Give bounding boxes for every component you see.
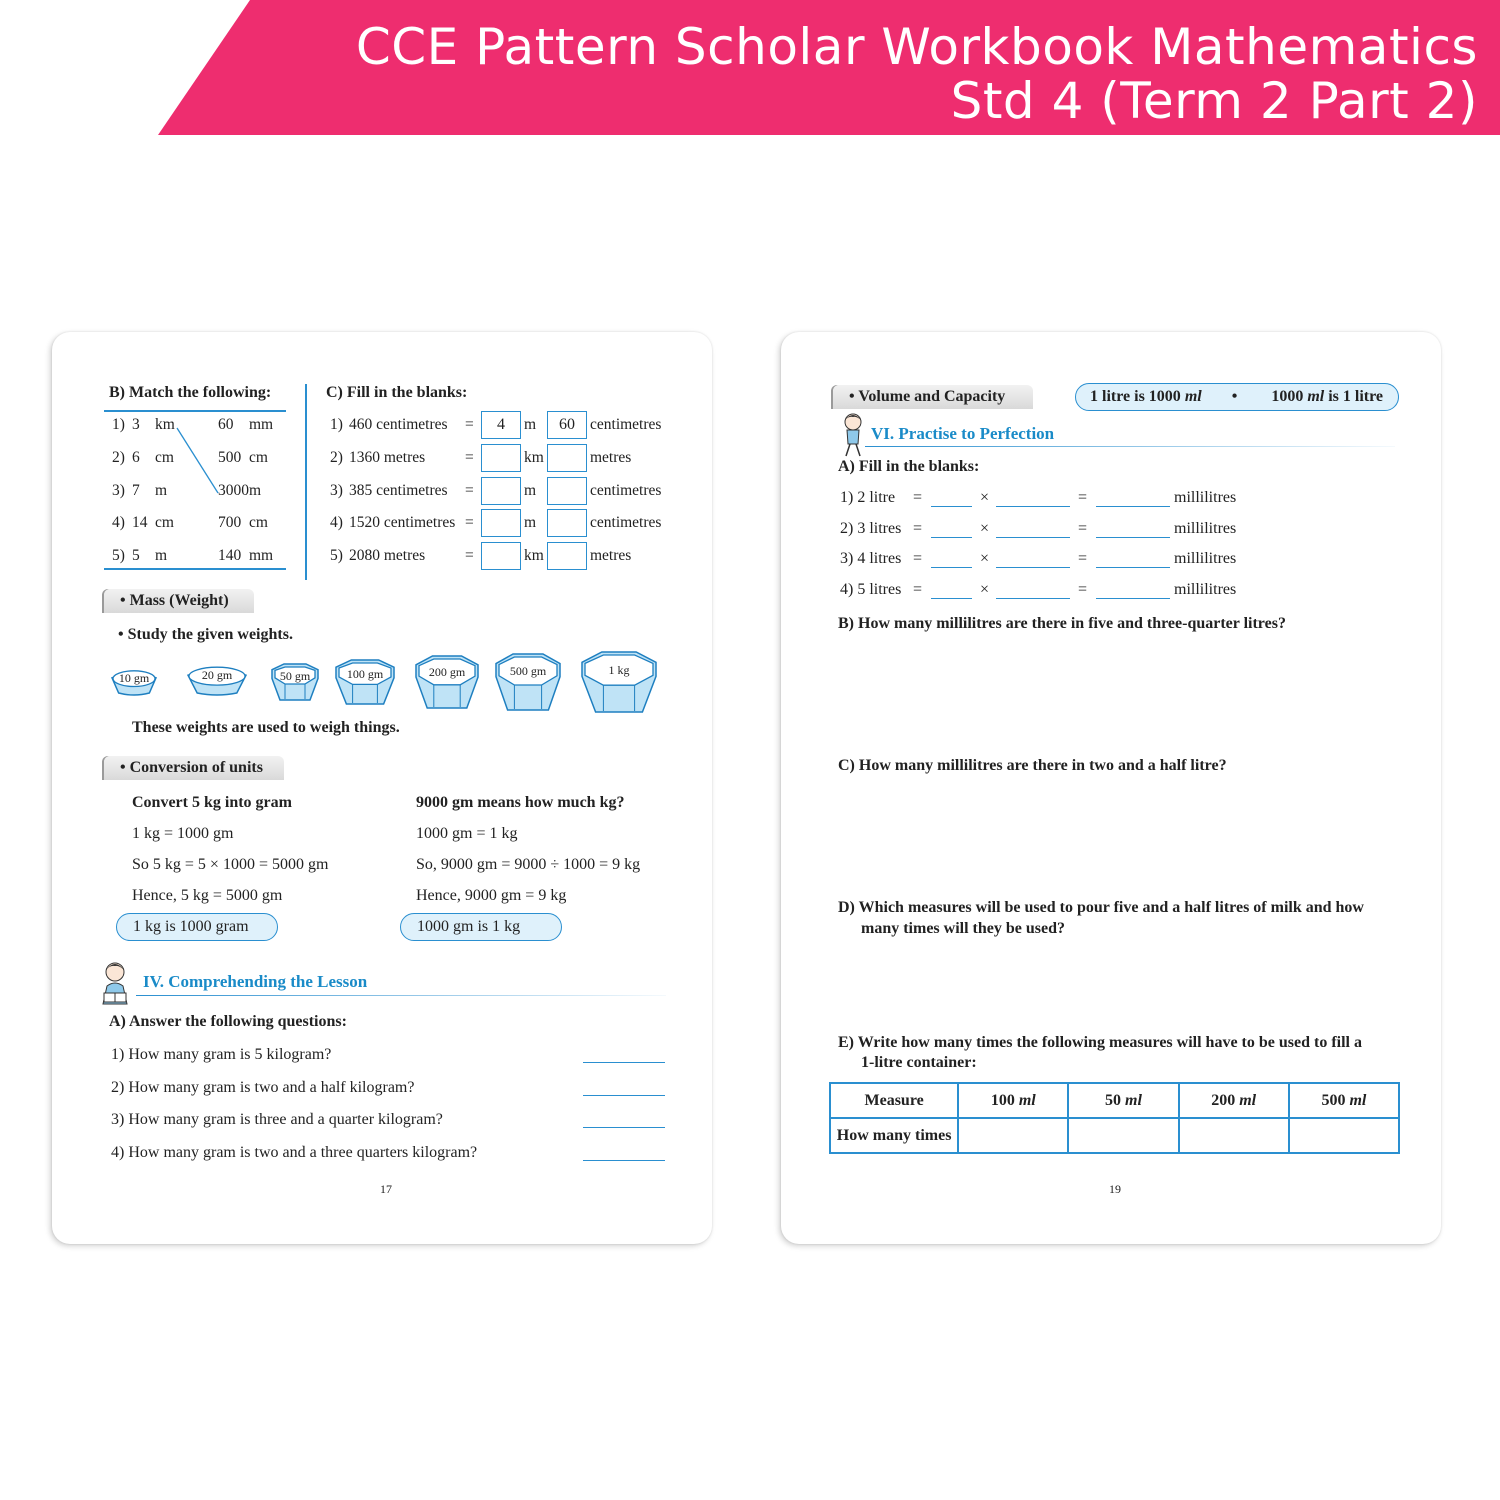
question-e-line1: E) Write how many times the following measures will have to be used to fill a [838,1034,1362,1051]
weight-icon [414,654,480,710]
match-item-number: 3) [112,482,125,499]
mass-weight-tab: • Mass (Weight) [104,589,254,613]
answer-blank[interactable] [583,1095,665,1096]
conv-right-pill: 1000 gm is 1 kg [400,913,562,941]
equals-sign: = [1078,489,1088,506]
running-boy-icon [840,412,866,458]
page-number-17: 17 [380,1182,392,1196]
conv-right-line2: So, 9000 gm = 9000 ÷ 1000 = 9 kg [416,856,641,873]
unit-millilitres: millilitres [1174,550,1237,567]
fill-item-number: 2) [330,449,343,466]
weight-label: 100 gm [346,666,384,681]
match-left-unit: m [155,547,168,564]
question-d-line2: many times will they be used? [861,920,1065,937]
reading-boy-icon [98,960,132,1006]
fill-unit-1: m [524,482,537,499]
unit-millilitres: millilitres [1174,581,1237,598]
pill-fact-2a: 1000 [1271,388,1304,405]
answer-box[interactable] [481,444,521,472]
equals-sign: = [465,449,474,466]
answer-blank[interactable] [931,567,972,568]
conv-left-line3: Hence, 5 kg = 5000 gm [132,887,283,904]
table-header-100ml [958,1083,1068,1118]
equals-sign: = [913,581,923,598]
answer-blank[interactable] [931,598,972,599]
answer-blank[interactable] [931,537,972,538]
fill-unit-2: centimetres [590,416,662,433]
question-item: 2) How many gram is two and a half kilogram? [111,1079,415,1096]
weight-icon [580,650,658,714]
answer-blank[interactable] [996,537,1070,538]
match-right-value[interactable]: 700 [218,514,242,531]
fill-item-label: 385 centimetres [349,482,448,499]
match-left-unit: m [155,482,168,499]
answer-heading: A) Answer the following questions: [109,1013,347,1030]
measure-value: 500 [1321,1091,1346,1109]
match-right-unit: cm [249,514,268,531]
fill-unit-1: km [524,449,544,466]
equals-sign: = [913,520,923,537]
fill-unit-1: m [524,416,537,433]
measure-value: 50 [1105,1091,1122,1109]
page-number-19: 19 [1109,1182,1121,1196]
table-row-label-times: How many times [830,1118,958,1153]
measure-unit: ml [1239,1091,1257,1109]
answer-cell[interactable] [1068,1118,1178,1153]
measure-table [829,1082,1400,1154]
answer-blank[interactable] [1096,506,1170,507]
answer-cell[interactable] [1179,1118,1289,1153]
times-sign: × [980,581,990,598]
answer-blank[interactable] [1096,537,1170,538]
answer-blank[interactable] [996,567,1070,568]
conv-left-line2: So 5 kg = 5 × 1000 = 5000 gm [132,856,329,873]
fill-item-number: 3) [330,482,343,499]
table-row [830,1083,1399,1118]
times-sign: × [980,550,990,567]
pill-dot: • [1231,388,1238,405]
answer-box[interactable] [547,444,587,472]
fill-unit-2: metres [590,547,632,564]
volume-item-label: 1) 2 litre [840,489,896,506]
match-right-unit: mm [249,416,274,433]
match-answer-lines [52,332,352,592]
answer-blank[interactable] [996,506,1070,507]
question-e-line2: 1-litre container: [861,1054,977,1071]
match-right-value[interactable]: 140 [218,547,242,564]
measure-unit: ml [1349,1091,1367,1109]
weight-label: 500 gm [509,663,547,678]
table-header-200ml [1179,1083,1289,1118]
fill-unit-1: m [524,514,537,531]
section-vi-heading: VI. Practise to Perfection [871,424,1055,443]
weight-shape [494,652,562,712]
banner-title-line2: Std 4 (Term 2 Part 2) [950,72,1478,130]
title-banner [0,0,1500,135]
answer-box[interactable]: 4 [481,411,521,439]
weight-icon [494,652,562,712]
pill-ml-2: ml [1307,388,1325,405]
question-item: 4) How many gram is two and a three quarters kilogram? [111,1144,478,1161]
match-left-value: 6 [132,449,140,466]
question-c: C) How many millilitres are there in two and a half litre? [838,757,1227,774]
equals-sign: = [465,482,474,499]
weight-icon [270,662,320,702]
section-vi-underline [865,446,1395,447]
litre-fact-pill [1075,383,1399,411]
weight-shape [334,658,396,706]
match-heading: B) Match the following: [109,384,272,401]
answer-box[interactable] [481,477,521,505]
conv-left-line1: 1 kg = 1000 gm [132,825,234,842]
answer-box[interactable] [547,509,587,537]
answer-box[interactable] [547,477,587,505]
answer-box[interactable] [481,542,521,570]
answer-box[interactable] [547,542,587,570]
question-item: 1) How many gram is 5 kilogram? [111,1046,332,1063]
match-right-value[interactable]: 60 [218,416,234,433]
match-right-unit: cm [249,449,268,466]
table-header-500ml [1289,1083,1399,1118]
conv-left-pill: 1 kg is 1000 gram [116,913,278,941]
answer-blank[interactable] [996,598,1070,599]
weight-label: 50 gm [279,668,311,683]
answer-blank[interactable] [583,1127,665,1128]
fill-heading: C) Fill in the blanks: [326,384,468,401]
answer-blank[interactable] [931,506,972,507]
unit-millilitres: millilitres [1174,520,1237,537]
match-right-value[interactable]: 3000 [218,482,249,499]
times-sign: × [980,489,990,506]
match-left-value: 5 [132,547,140,564]
weight-shape [414,654,480,710]
equals-sign: = [465,547,474,564]
section-iv-underline [136,995,666,996]
conv-left-title: Convert 5 kg into gram [132,794,292,811]
equals-sign: = [1078,581,1088,598]
weight-label: 1 kg [608,662,630,677]
question-item: 3) How many gram is three and a quarter kilogram? [111,1111,443,1128]
weight-label: 10 gm [118,670,150,685]
answer-cell[interactable] [1289,1118,1399,1153]
match-left-value: 3 [132,416,140,433]
question-b: B) How many millilitres are there in five and three-quarter litres? [838,615,1286,632]
fill-item-label: 2080 metres [349,547,426,564]
times-sign: × [980,520,990,537]
fill-unit-2: centimetres [590,482,662,499]
conversion-tab: • Conversion of units [104,756,284,780]
match-left-unit: km [155,416,175,433]
answer-blank[interactable] [1096,567,1170,568]
column-divider [305,384,307,580]
match-left-value: 7 [132,482,140,499]
answer-cell[interactable] [958,1118,1068,1153]
volume-fill-heading: A) Fill in the blanks: [838,458,980,475]
fill-unit-2: centimetres [590,514,662,531]
fill-item-label: 460 centimetres [349,416,448,433]
answer-blank[interactable] [583,1160,665,1161]
fill-item-number: 5) [330,547,343,564]
measure-value: 100 [990,1091,1015,1109]
pill-ml-1: ml [1184,388,1202,405]
conv-right-line3: Hence, 9000 gm = 9 kg [416,887,567,904]
conv-right-title: 9000 gm means how much kg? [416,794,625,811]
answer-box[interactable] [481,509,521,537]
workbook-page-19 [781,332,1441,1244]
match-right-value[interactable]: 500 [218,449,242,466]
fill-item-label: 1520 centimetres [349,514,456,531]
weight-label: 200 gm [428,664,466,679]
volume-item-label: 2) 3 litres [840,520,902,537]
fill-item-label: 1360 metres [349,449,426,466]
workbook-page-17 [52,332,712,1244]
banner-title-line1: CCE Pattern Scholar Workbook Mathematics [355,18,1478,76]
match-item-number: 2) [112,449,125,466]
section-iv-heading: IV. Comprehending the Lesson [143,972,368,991]
match-right-unit: mm [249,547,274,564]
answer-box[interactable]: 60 [547,411,587,439]
weights-note: These weights are used to weigh things. [132,719,400,736]
question-d-line1: D) Which measures will be used to pour five and a half litres of milk and how [838,899,1364,916]
fill-item-number: 4) [330,514,343,531]
fill-item-number: 1) [330,416,343,433]
measure-value: 200 [1211,1091,1236,1109]
weight-shape [580,650,658,714]
weight-icon [186,664,248,696]
study-weights-text: • Study the given weights. [118,626,293,643]
match-left-value: 14 [132,514,148,531]
match-right-unit: m [249,482,262,499]
fill-unit-2: metres [590,449,632,466]
equals-sign: = [913,550,923,567]
table-header-measure: Measure [830,1083,958,1118]
answer-blank[interactable] [1096,598,1170,599]
unit-millilitres: millilitres [1174,489,1237,506]
equals-sign: = [913,489,923,506]
conv-right-line1: 1000 gm = 1 kg [416,825,518,842]
measure-unit: ml [1125,1091,1142,1109]
volume-capacity-tab: • Volume and Capacity [833,385,1033,409]
weight-icon [110,668,158,696]
match-item-number: 1) [112,416,125,433]
weight-label: 20 gm [201,668,233,683]
equals-sign: = [1078,550,1088,567]
match-left-unit: cm [155,514,174,531]
table-header-50ml [1068,1083,1178,1118]
pill-fact-1: 1 litre is 1000 [1090,388,1181,405]
match-item-number: 4) [112,514,125,531]
match-item-number: 5) [112,547,125,564]
answer-blank[interactable] [583,1062,665,1063]
equals-sign: = [1078,520,1088,537]
volume-item-label: 3) 4 litres [840,550,902,567]
equals-sign: = [465,514,474,531]
measure-unit: ml [1018,1091,1036,1109]
weight-icon [334,658,396,706]
table-row [830,1118,1399,1153]
equals-sign: = [465,416,474,433]
pill-fact-2b: is 1 litre [1328,388,1384,405]
match-left-unit: cm [155,449,174,466]
volume-item-label: 4) 5 litres [840,581,902,598]
fill-unit-1: km [524,547,544,564]
